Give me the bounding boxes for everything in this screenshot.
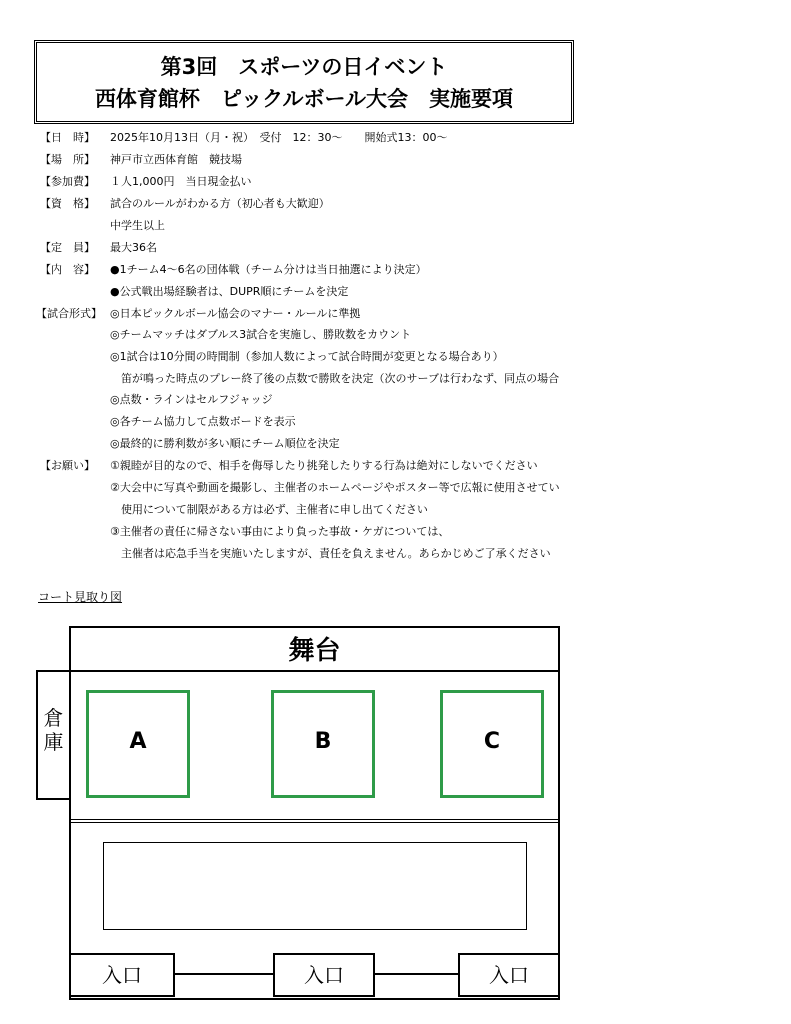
connector-line — [174, 973, 274, 975]
row-value: ◎1試合は10分間の時間制（参加人数によって試合時間が変更となる場合あり） — [110, 350, 504, 363]
row-value: 2025年10月13日（月・祝） 受付 12：30～ 開始式13：00～ — [110, 131, 448, 144]
court-b-label: B — [314, 729, 332, 754]
row-label: 【参加費】 — [40, 175, 95, 188]
row-value: 試合のルールがわかる方（初心者も大歓迎） — [110, 197, 330, 210]
title-line-1: 第3回 スポーツの日イベント — [160, 55, 448, 79]
audience-area — [103, 842, 527, 930]
title-line-2: 西体育館杯 ピックルボール大会 実施要項 — [94, 87, 514, 111]
row-label: 【定 員】 — [40, 241, 95, 254]
row-value: ●1チーム4～6名の団体戦（チーム分けは当日抽選により決定） — [110, 263, 427, 276]
row-value: 主催者は応急手当を実施いたしますが、責任を負えません。あらかじめご了承ください — [110, 547, 551, 560]
court-a — [86, 690, 190, 798]
court-outline — [69, 626, 560, 1000]
row-label: 【場 所】 — [40, 153, 95, 166]
stage-label: 舞台 — [288, 636, 341, 666]
row-value: ◎各チーム協力して点数ボードを表示 — [110, 415, 296, 428]
row-value: 神戸市立西体育館 競技場 — [110, 153, 242, 166]
row-label: 【日 時】 — [40, 131, 95, 144]
court-c-label: C — [483, 729, 501, 754]
court-map-heading: コート見取り図 — [38, 590, 123, 604]
row-value: 使用について制限がある方は必ず、主催者に申し出てください — [110, 503, 428, 516]
row-value: ◎チームマッチはダブルス3試合を実施し、勝敗数をカウント — [110, 328, 412, 341]
row-label: 【資 格】 — [40, 197, 95, 210]
row-label: 【試合形式】 — [36, 307, 102, 320]
row-value: ③主催者の責任に帰さない事由により負った事故・ケガについては、 — [110, 525, 450, 538]
court-a-label: A — [129, 729, 147, 754]
row-label: 【お願い】 — [40, 459, 95, 472]
title-box — [34, 40, 574, 124]
row-label: 【内 容】 — [40, 263, 95, 276]
row-value: 中学生以上 — [110, 219, 165, 232]
row-value: 最大36名 — [110, 241, 157, 254]
row-value: 笛が鳴った時点のプレー終了後の点数で勝敗を決定（次のサーブは行わなず、同点の場合 — [110, 372, 560, 385]
court-c — [440, 690, 544, 798]
storage-label-text: 倉庫 — [43, 706, 64, 754]
entrance-center: 入口 — [273, 953, 375, 997]
court-b — [271, 690, 375, 798]
row-value: １人1,000円 当日現金払い — [110, 175, 252, 188]
connector-line — [374, 973, 460, 975]
row-value: ◎最終的に勝利数が多い順にチーム順位を決定 — [110, 437, 340, 450]
row-value: ◎日本ピックルボール協会のマナー・ルールに準拠 — [110, 307, 361, 320]
row-value: ●公式戦出場経験者は、DUPR順にチームを決定 — [110, 285, 349, 298]
court-divider — [69, 819, 560, 823]
row-value: ◎点数・ラインはセルフジャッジ — [110, 393, 273, 406]
entrance-right: 入口 — [458, 953, 560, 997]
entrance-left: 入口 — [69, 953, 175, 997]
stage-divider — [69, 670, 560, 672]
row-value: ②大会中に写真や動画を撮影し、主催者のホームページやポスター等で広報に使用させてい — [110, 481, 560, 494]
row-value: ①親睦が目的なので、相手を侮辱したり挑発したりする行為は絶対にしないでください — [110, 459, 538, 472]
storage-label — [36, 706, 71, 754]
